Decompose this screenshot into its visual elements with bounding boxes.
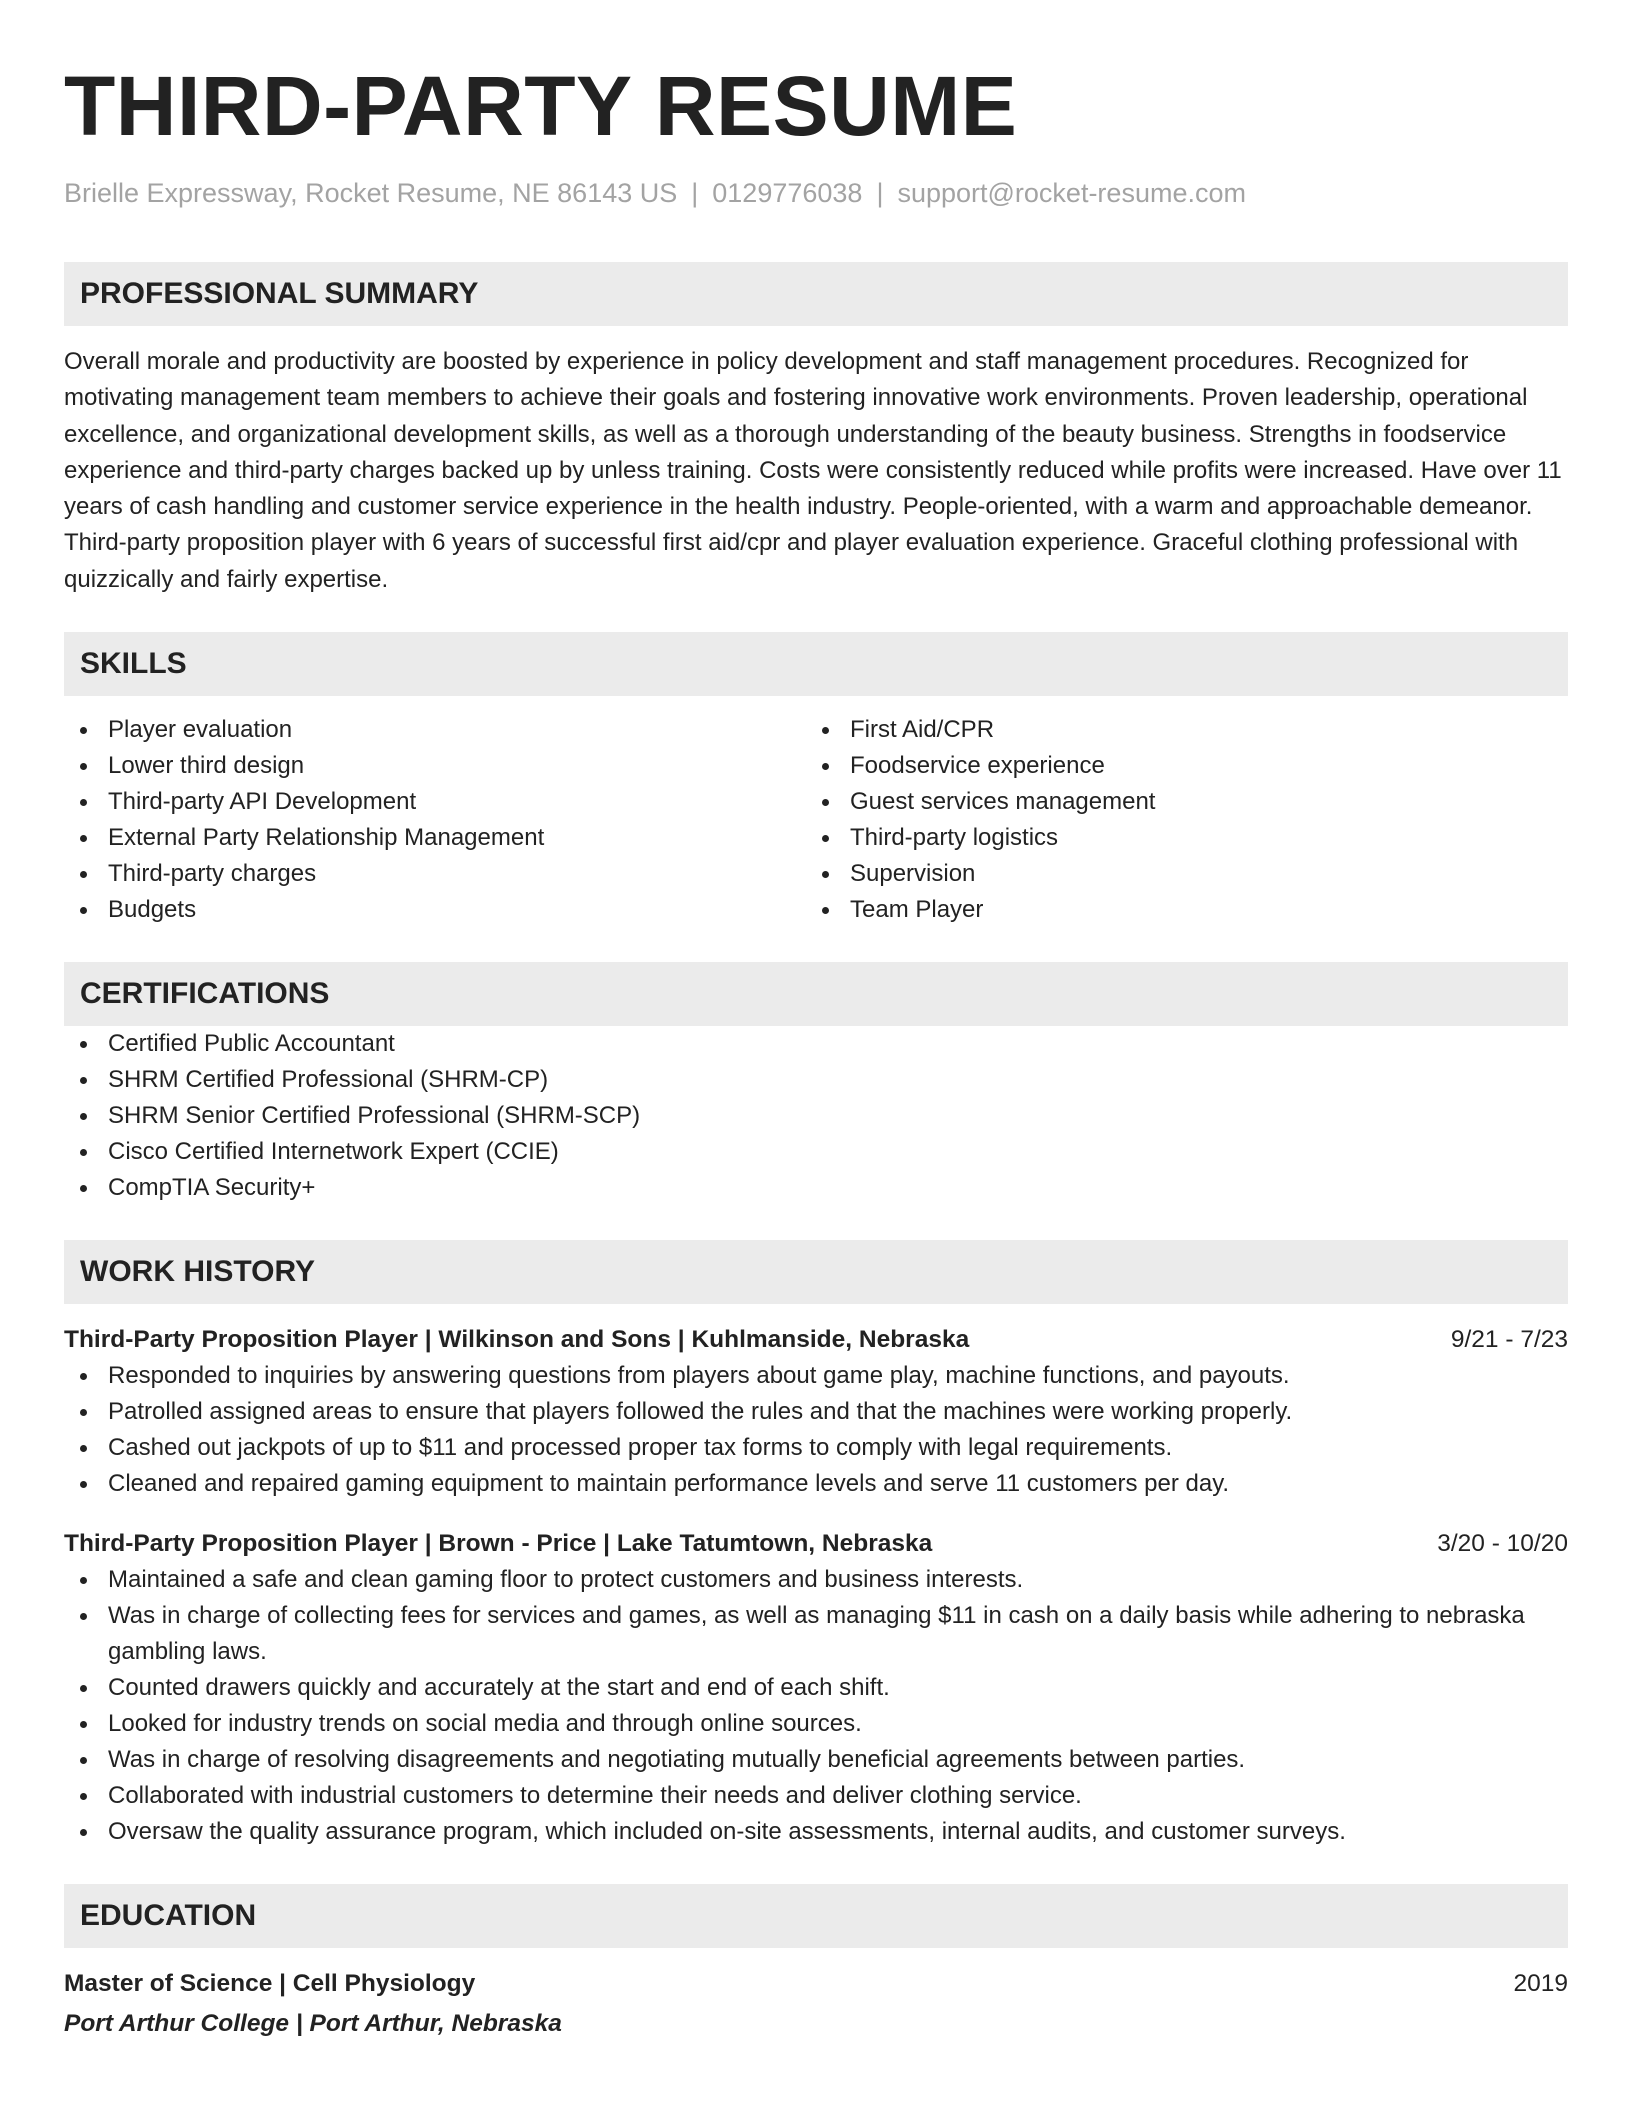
education-degree: Master of Science | Cell Physiology [64,1970,476,1998]
job-dates: 9/21 - 7/23 [1450,1326,1568,1354]
skill-item: Guest services management [806,784,1548,820]
summary-text: Overall morale and productivity are boosted by experience in policy development and staff management procedures. Recognized for motivating management team members to achieve their goals and fostering innovative work environments. Proven leadership, operational excellence, and organizational development skills, as well as a thorough understanding of the beauty business. Strengths in foodservice experience and third-party charges backed up by unless training. Costs were consistently reduced while profits were increased. Have over 11 years of cash handling and customer service experience in the health industry. People-oriented, with a warm and approachable demeanor. Third-party proposition player with 6 years of successful first aid/cpr and player evaluation experience. Graceful clothing professional with quizzically and fairly expertise. [64,348,1562,593]
contact-phone: 0129776038 [712,178,863,208]
resume-title: THIRD-PARTY RESUME [64,59,1018,153]
skills-list-right [806,712,1548,928]
skill-item: Foodservice experience [806,748,1548,784]
section-header-summary: PROFESSIONAL SUMMARY [64,262,1568,326]
skill-item: First Aid/CPR [806,712,1548,748]
contact-separator: | [691,178,699,208]
certification-item: SHRM Certified Professional (SHRM-CP) [64,1062,1568,1098]
skill-item: Supervision [806,856,1548,892]
job-bullet: Maintained a safe and clean gaming floor to protect customers and business interests. [64,1562,1568,1598]
job-bullet: Looked for industry trends on social media and through online sources. [64,1706,1568,1742]
certification-item: SHRM Senior Certified Professional (SHRM-SCP) [64,1098,1568,1134]
job-bullet: Responded to inquiries by answering questions from players about game play, machine functions, and payouts. [64,1358,1568,1394]
job-bullet: Patrolled assigned areas to ensure that players followed the rules and that the machines were working properly. [64,1394,1568,1430]
job-entry [64,1322,1568,1502]
skill-item: Player evaluation [64,712,806,748]
job-bullet: Cleaned and repaired gaming equipment to maintain performance levels and serve 11 customers per day. [64,1466,1568,1502]
skill-item: Third-party API Development [64,784,806,820]
certification-item: CompTIA Security+ [64,1170,1568,1206]
section-header-skills: SKILLS [64,632,1568,696]
skill-item: Third-party logistics [806,820,1548,856]
section-header-certifications: CERTIFICATIONS [64,962,1568,1026]
skill-item: Budgets [64,892,806,928]
certifications-list [64,1026,1568,1206]
contact-email: support@rocket-resume.com [897,178,1246,208]
job-bullet: Collaborated with industrial customers to determine their needs and deliver clothing service. [64,1778,1568,1814]
certification-item: Certified Public Accountant [64,1026,1568,1062]
job-bullets [64,1562,1568,1850]
education-year: 2019 [1513,1970,1568,1998]
contact-line [64,176,1568,210]
job-header [64,1526,1568,1562]
job-bullet: Was in charge of resolving disagreements and negotiating mutually beneficial agreements between parties. [64,1742,1568,1778]
education-school: Port Arthur College | Port Arthur, Nebraska [64,2010,562,2038]
skills-column-right [806,712,1548,928]
section-header-education: EDUCATION [64,1884,1568,1948]
skill-item: Third-party charges [64,856,806,892]
resume-page [64,0,1568,2042]
skills-grid [64,712,1568,928]
job-entry [64,1526,1568,1850]
contact-separator: | [876,178,884,208]
job-title: Third-Party Proposition Player | Brown - Price | Lake Tatumtown, Nebraska [64,1530,933,1558]
education-header [64,1966,1568,2002]
job-title: Third-Party Proposition Player | Wilkinson and Sons | Kuhlmanside, Nebraska [64,1326,970,1354]
job-bullet: Cashed out jackpots of up to $11 and processed proper tax forms to comply with legal requirements. [64,1430,1568,1466]
section-header-work-history: WORK HISTORY [64,1240,1568,1304]
job-header [64,1322,1568,1358]
certification-item: Cisco Certified Internetwork Expert (CCIE) [64,1134,1568,1170]
job-bullet: Counted drawers quickly and accurately at the start and end of each shift. [64,1670,1568,1706]
job-bullet: Was in charge of collecting fees for services and games, as well as managing $11 in cash on a daily basis while adhering to nebraska gambling laws. [64,1598,1568,1670]
skill-item: Team Player [806,892,1548,928]
skill-item: External Party Relationship Management [64,820,806,856]
job-bullets [64,1358,1568,1502]
skill-item: Lower third design [64,748,806,784]
skills-column-left [64,712,806,928]
job-dates: 3/20 - 10/20 [1437,1530,1568,1558]
job-bullet: Oversaw the quality assurance program, which included on-site assessments, internal audits, and customer surveys. [64,1814,1568,1850]
contact-address: Brielle Expressway, Rocket Resume, NE 86143 US [64,178,678,208]
skills-list-left [64,712,806,928]
